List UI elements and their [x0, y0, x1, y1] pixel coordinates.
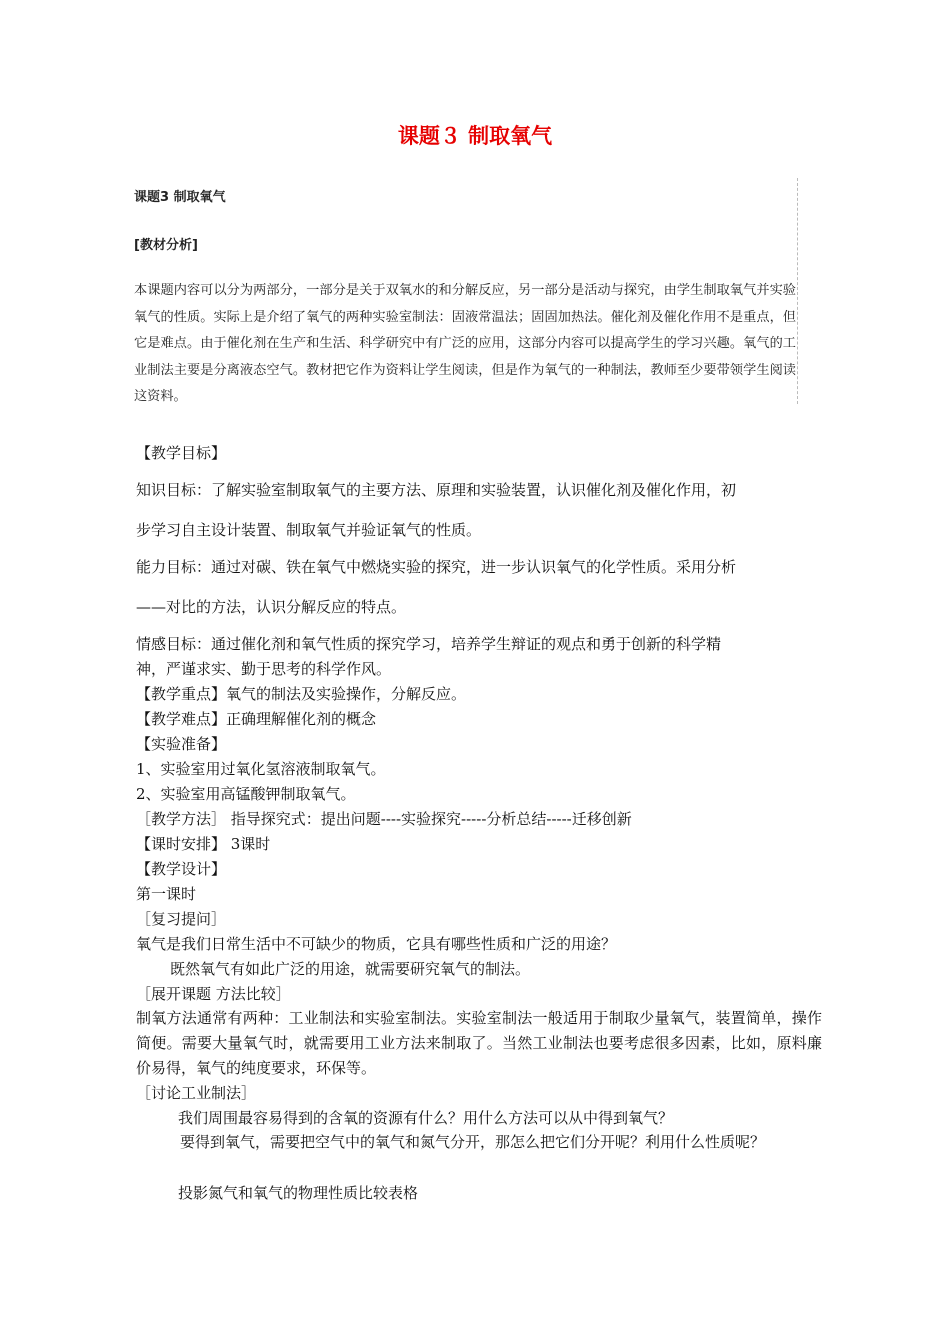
- review-answer: 既然氧气有如此广泛的用途，就需要研究氧气的制法。: [170, 960, 531, 978]
- emotion-goal-line-1: 情感目标：通过催化剂和氧气性质的探究学习，培养学生辩证的观点和勇于创新的科学精: [136, 635, 722, 653]
- scan-edge-divider: [797, 178, 798, 404]
- goals-heading: 【教学目标】: [136, 444, 227, 462]
- scanned-excerpt: [132, 178, 796, 406]
- teaching-method: ［教学方法］ 指导探究式：提出问题----实验探究-----分析总结-----迁移创新: [136, 810, 632, 828]
- key-points: 【教学重点】氧气的制法及实验操作，分解反应。: [136, 685, 467, 703]
- knowledge-goal-line-2: 步学习自主设计装置、制取氧气并验证氧气的性质。: [136, 521, 482, 539]
- scanned-heading: 课题3 制取氧气: [134, 190, 226, 205]
- difficult-points: 【教学难点】正确理解催化剂的概念: [136, 710, 377, 728]
- emotion-goal-line-2: 神，严谨求实、勤于思考的科学作风。: [136, 660, 392, 678]
- expand-paragraph: 制氧方法通常有两种：工业制法和实验室制法。实验室制法一般适用于制取少量氧气，装置简单，操作简便。需要大量氧气时，就需要用工业方法来制取了。当然工业制法也要考虑很多因素，比如，原料廉价易得，氧气的纯度要求，环保等。: [136, 1009, 822, 1077]
- ability-goal-line-2: ——对比的方法，认识分解反应的特点。: [136, 598, 407, 616]
- page-title: 课题３ 制取氧气: [397, 124, 553, 148]
- scanned-section-label: [教材分析]: [134, 238, 198, 253]
- ability-goal-line-1: 能力目标：通过对碳、铁在氧气中燃烧实验的探究，进一步认识氧气的化学性质。采用分析: [136, 558, 737, 576]
- expand-heading: ［展开课题 方法比较］: [136, 985, 291, 1003]
- design-heading: 【教学设计】: [136, 860, 227, 878]
- discuss-line-3: 投影氮气和氧气的物理性质比较表格: [178, 1184, 419, 1202]
- prep-item-1: 1、实验室用过氧化氢溶液制取氧气。: [136, 760, 386, 778]
- scanned-paragraph: 本课题内容可以分为两部分，一部分是关于双氧水的和分解反应，另一部分是活动与探究，由学生制取氧气并实验氧气的性质。实际上是介绍了氧气的两种实验室制法：固液常温法；固固加热法。催化剂及催化作用不是重点，但它是难点。由于催化剂在生产和生活、科学研究中有广泛的应用，这部分内容可以提高学生的学习兴趣。氧气的工业制法主要是分离液态空气。教材把它作为资料让学生阅读，但是作为氧气的一种制法，教师至少要带领学生阅读这资料。: [134, 283, 796, 404]
- lesson-1-label: 第一课时: [136, 885, 197, 903]
- discuss-line-2: 要得到氧气，需要把空气中的氧气和氮气分开，那怎么把它们分开呢？利用什么性质呢？: [180, 1133, 766, 1151]
- prep-item-2: 2、实验室用高锰酸钾制取氧气。: [136, 785, 356, 803]
- review-question: 氧气是我们日常生活中不可缺少的物质，它具有哪些性质和广泛的用途？: [136, 935, 617, 953]
- review-heading: ［复习提问］: [136, 910, 227, 928]
- schedule: 【课时安排】 3课时: [136, 835, 271, 853]
- prep-heading: 【实验准备】: [136, 735, 227, 753]
- discuss-heading: ［讨论工业制法］: [136, 1084, 257, 1102]
- knowledge-goal-line-1: 知识目标：了解实验室制取氧气的主要方法、原理和实验装置，认识催化剂及催化作用，初: [136, 481, 737, 499]
- discuss-line-1: 我们周围最容易得到的含氧的资源有什么？用什么方法可以从中得到氧气？: [178, 1109, 674, 1127]
